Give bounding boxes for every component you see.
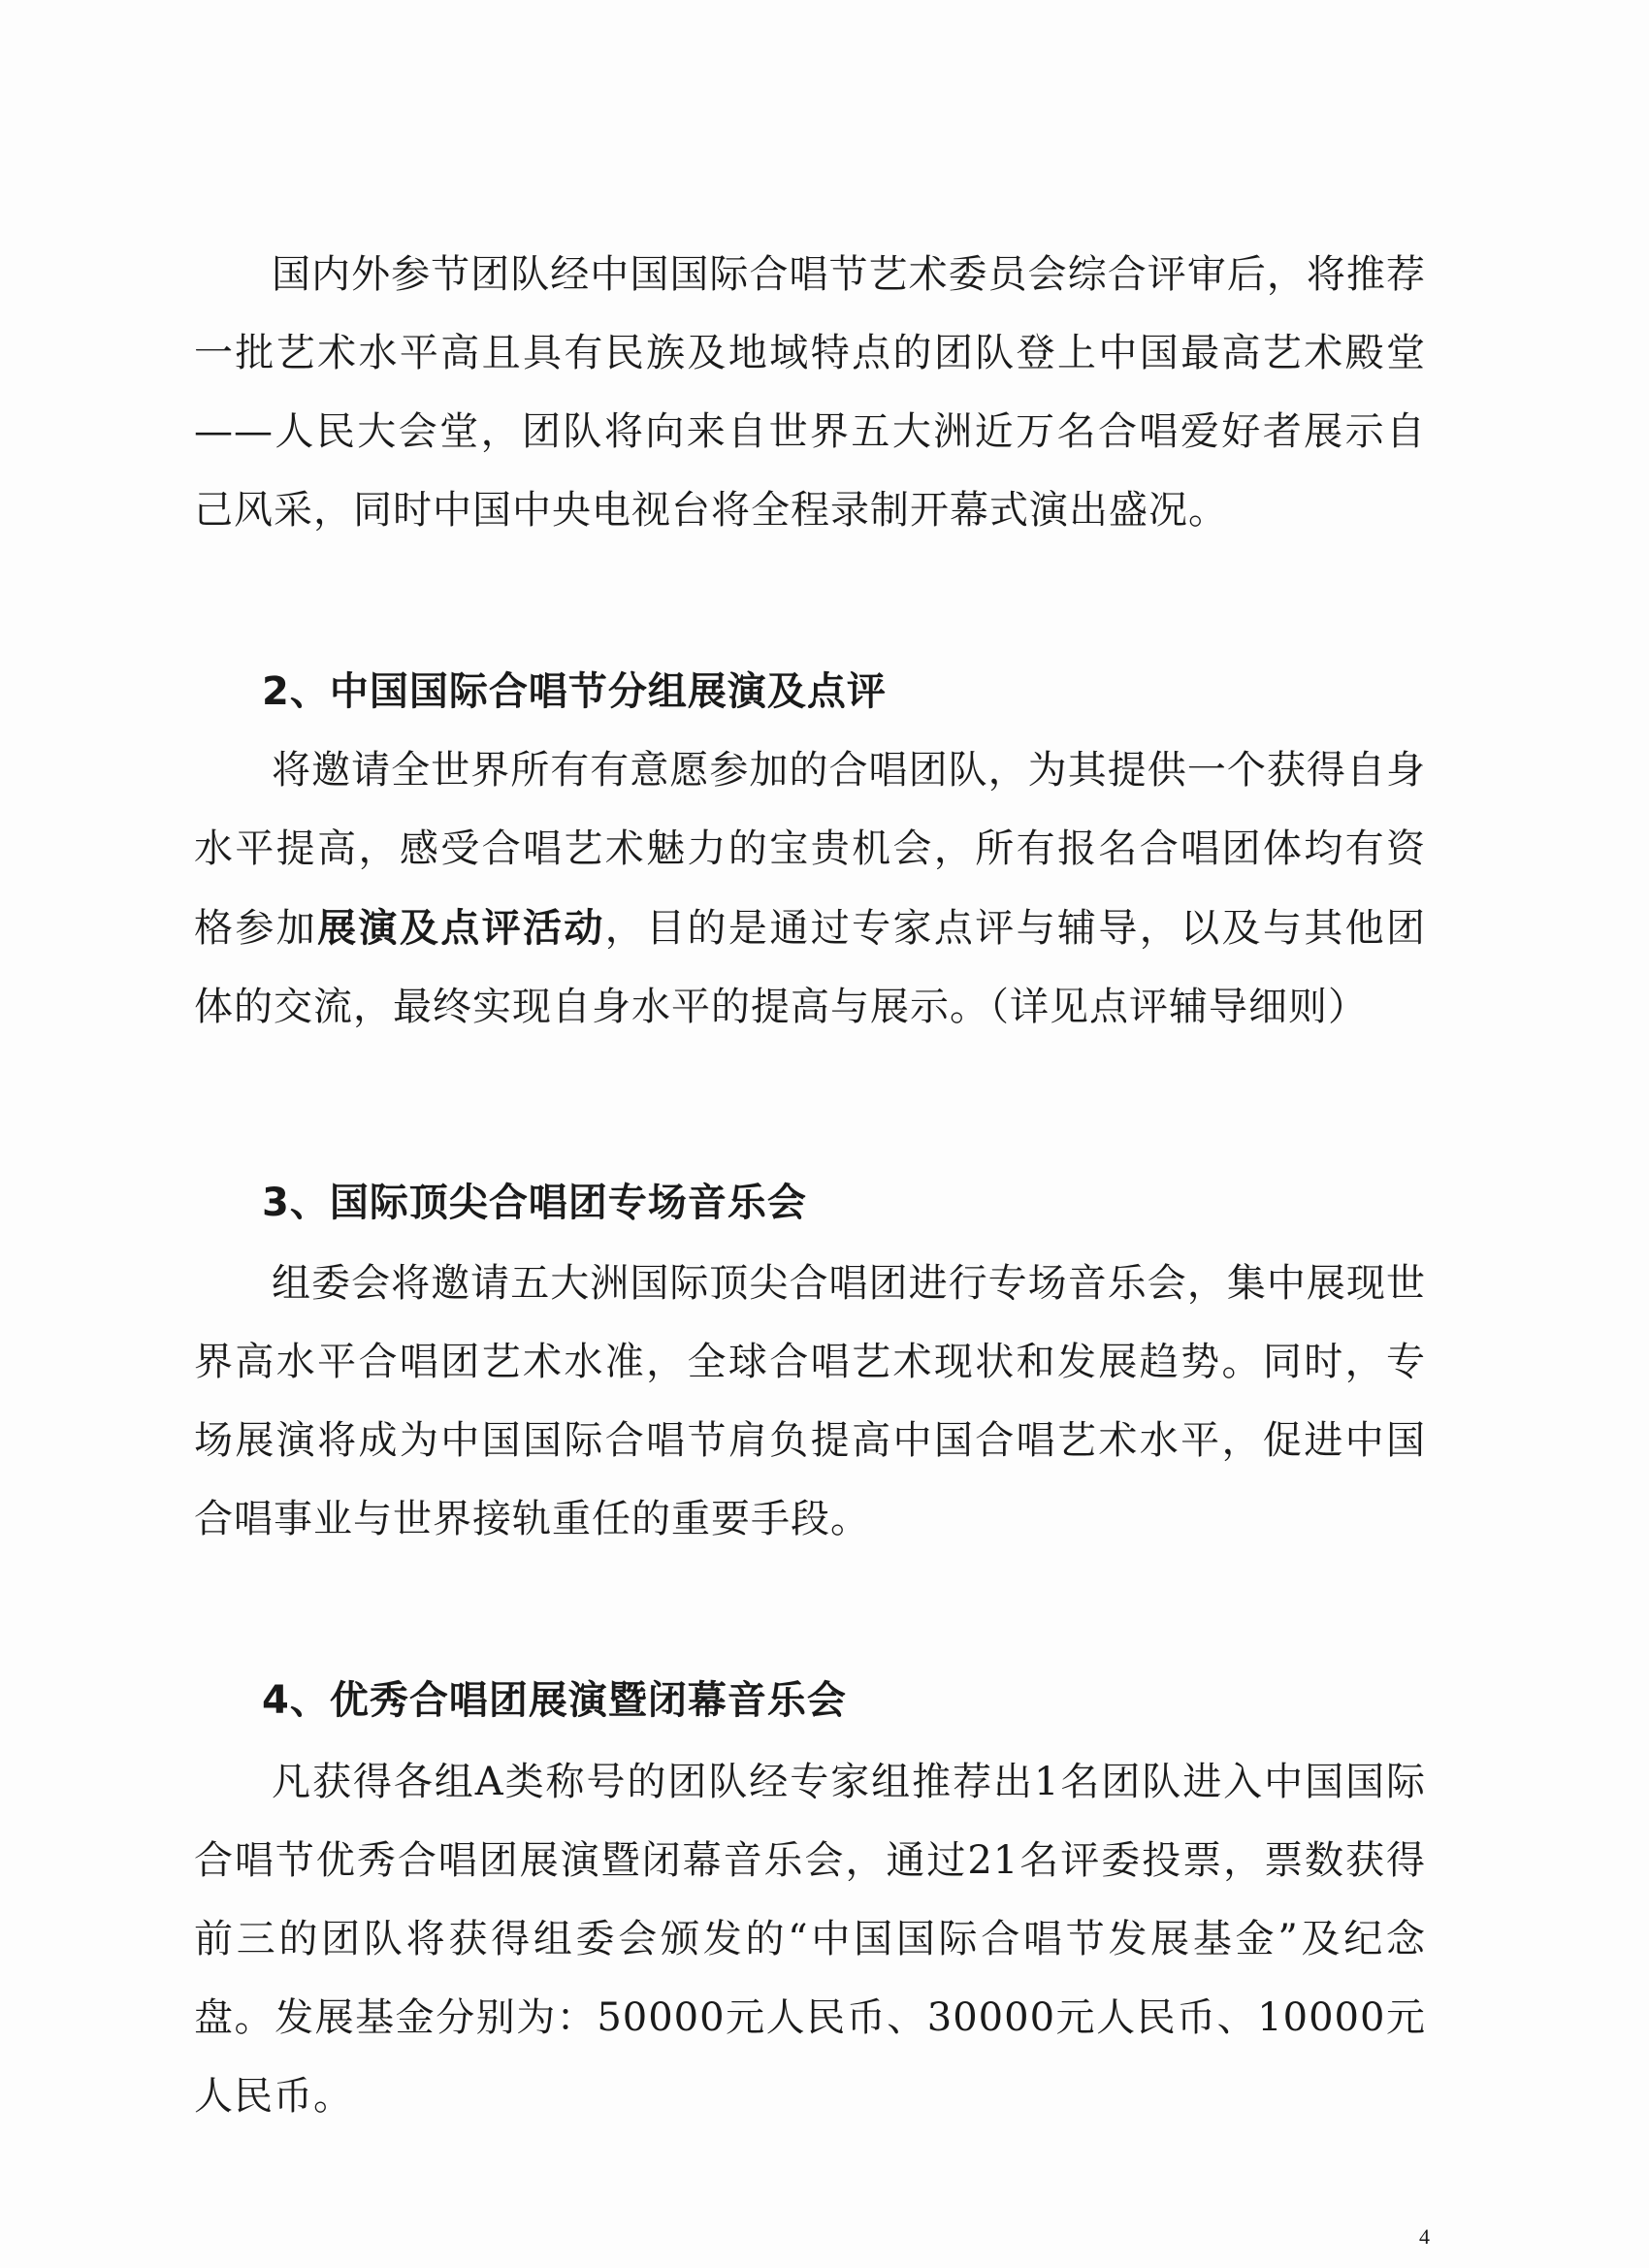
paragraph-section-3: [194, 1245, 1426, 1559]
paragraph-bold-text: 展演及点评活动: [317, 905, 605, 951]
paragraph-section-4: [194, 1743, 1426, 2136]
paragraph-text: 国内外参节团队经中国国际合唱节艺术委员会综合评审后，将推荐一批艺术水平高且具有民族及地域特点的团队登上中国最高艺术殿堂——人民大会堂，团队将向来自世界五大洲近万名合唱爱好者展示自己风采，同时中国中央电视台将全程录制开幕式演出盛况。: [194, 252, 1426, 533]
section-heading-4: 4、优秀合唱团展演暨闭幕音乐会: [262, 1678, 847, 1723]
paragraph-text: 凡获得各组A类称号的团队经专家组推荐出1名团队进入中国国际合唱节优秀合唱团展演暨闭幕音乐会，通过21名评委投票，票数获得前三的团队将获得组委会颁发的“中国国际合唱节发展基金”及纪念盘。发展基金分别为：50000元人民币、30000元人民币、10000元人民币。: [194, 1760, 1426, 2119]
paragraph-text: 组委会将邀请五大洲国际顶尖合唱团进行专场音乐会，集中展现世界高水平合唱团艺术水准，全球合唱艺术现状和发展趋势。同时，专场展演将成为中国国际合唱节肩负提高中国合唱艺术水平，促进中国合唱事业与世界接轨重任的重要手段。: [194, 1261, 1426, 1541]
page-number: 4: [1419, 2224, 1430, 2249]
paragraph-text-part: 将邀请全世界所有有意愿参加的合唱团队，为其提供一个获得自身水平提高，感受合唱艺术魅力的宝贵机会，所有报名合唱团体均有资格参加: [194, 748, 1426, 951]
section-heading-3: 3、国际顶尖合唱团专场音乐会: [262, 1181, 807, 1225]
paragraph-text: [194, 731, 1426, 1047]
paragraph-intro: [194, 236, 1426, 550]
paragraph-text-part: ，目的是通过专家点评与辅导，以及与其他团体的交流，最终实现自身水平的提高与展示。（详见点评辅导细则）: [194, 906, 1427, 1029]
paragraph-section-2: [194, 731, 1426, 1047]
section-heading-2: 2、中国国际合唱节分组展演及点评: [262, 669, 887, 714]
